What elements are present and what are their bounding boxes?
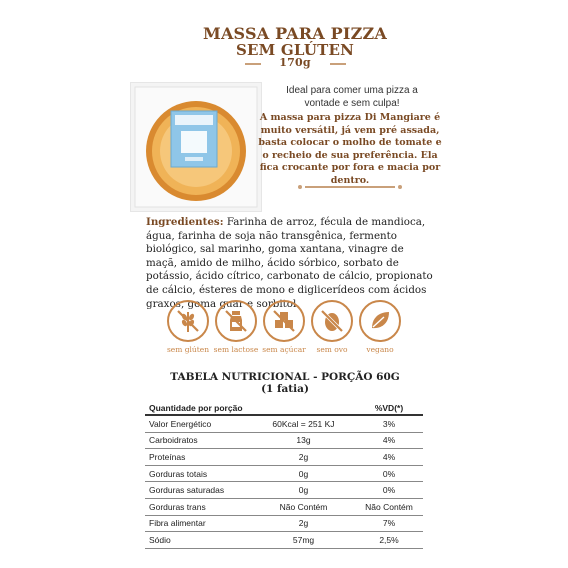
product-photo xyxy=(130,82,262,212)
nutrient-amount: 0g xyxy=(252,465,355,482)
header-cell xyxy=(252,401,355,415)
nutrient-dv: 0% xyxy=(355,465,423,482)
badge-sugar-free xyxy=(260,300,308,354)
ingredients-label: Ingredientes: xyxy=(146,216,224,228)
nutrition-table xyxy=(145,401,423,549)
nutrient-name: Sódio xyxy=(145,532,252,549)
nutrient-dv: 0% xyxy=(355,482,423,499)
nutrition-title-line1: TABELA NUTRICIONAL - PORÇÃO 60G xyxy=(170,371,400,383)
badge-label: sem lactose xyxy=(213,345,259,354)
nutrient-dv: Não Contém xyxy=(355,498,423,515)
header-cell: %VD(*) xyxy=(355,401,423,415)
badge-label: vegano xyxy=(366,345,394,354)
nutrition-title xyxy=(150,371,420,395)
nutrient-name: Proteínas xyxy=(145,449,252,466)
egg-crossed-icon xyxy=(319,308,345,334)
table-row xyxy=(145,515,423,532)
nutrient-amount: 57mg xyxy=(252,532,355,549)
badge-vegan xyxy=(356,300,404,354)
product-weight: 170g xyxy=(279,56,311,69)
nutrient-dv: 7% xyxy=(355,515,423,532)
ingredients-list: Farinha de arroz, fécula de mandioca, água, farinha de soja não transgênica, fermento biológico, sal marinho, goma xantana, vinagre de maçã, amido de milho, ácido sórbico, sorbato de potássio, ácido cítrico, carbonato de cálcio, propionato de cálcio, ésteres de mono e diglicerídeos com ácidos graxos, goma guar e sorbitol. xyxy=(146,216,433,310)
table-row xyxy=(145,482,423,499)
nutrient-amount: 13g xyxy=(252,432,355,449)
badge-label: sem glúten xyxy=(166,345,210,354)
header-cell: Quantidade por porção xyxy=(145,401,252,415)
ingredients-text xyxy=(146,216,436,311)
divider-dot-left xyxy=(298,185,302,189)
nutrient-name: Gorduras totais xyxy=(145,465,252,482)
nutrient-amount: 0g xyxy=(252,482,355,499)
nutrient-dv: 4% xyxy=(355,449,423,466)
table-row xyxy=(145,498,423,515)
table-row xyxy=(145,432,423,449)
nutrient-amount: 2g xyxy=(252,449,355,466)
product-title: MASSA PARA PIZZA xyxy=(203,24,387,43)
badge-egg-free xyxy=(308,300,356,354)
table-header-row xyxy=(145,401,423,415)
table-row xyxy=(145,532,423,549)
product-description: A massa para pizza Di Mangiare é muito versátil, já vem pré assada, basta colocar o molho de tomate e o recheio de sua preferência. Ela fica crocante por fora e macia por dentro. xyxy=(258,112,442,186)
nutrient-dv: 4% xyxy=(355,432,423,449)
description-divider xyxy=(305,186,395,188)
nutrient-name: Fibra alimentar xyxy=(145,515,252,532)
nutrient-name: Gorduras saturadas xyxy=(145,482,252,499)
nutrient-name: Valor Energético xyxy=(145,415,252,432)
table-row xyxy=(145,415,423,432)
nutrient-amount: 2g xyxy=(252,515,355,532)
table-row xyxy=(145,449,423,466)
title-divider-right xyxy=(330,63,346,65)
nutrient-dv: 3% xyxy=(355,415,423,432)
nutrient-amount: 60Kcal = 251 KJ xyxy=(252,415,355,432)
nutrition-title-line2: (1 fatia) xyxy=(261,383,309,395)
badge-lactose-free xyxy=(212,300,260,354)
product-subtitle: SEM GLÚTEN xyxy=(235,41,354,59)
divider-dot-right xyxy=(398,185,402,189)
table-row xyxy=(145,465,423,482)
milk-bottle-crossed-icon xyxy=(223,308,249,334)
wheat-crossed-icon xyxy=(175,308,201,334)
badge-label: sem açúcar xyxy=(262,345,306,354)
badge-label: sem ovo xyxy=(316,345,348,354)
badge-gluten-free xyxy=(164,300,212,354)
nutrient-dv: 2,5% xyxy=(355,532,423,549)
nutrient-amount: Não Contém xyxy=(252,498,355,515)
tagline: Ideal para comer uma pizza a vontade e sem culpa! xyxy=(286,85,418,109)
nutrient-name: Carboidratos xyxy=(145,432,252,449)
leaf-icon xyxy=(367,308,393,334)
nutrient-name: Gorduras trans xyxy=(145,498,252,515)
sugar-cubes-crossed-icon xyxy=(271,308,297,334)
